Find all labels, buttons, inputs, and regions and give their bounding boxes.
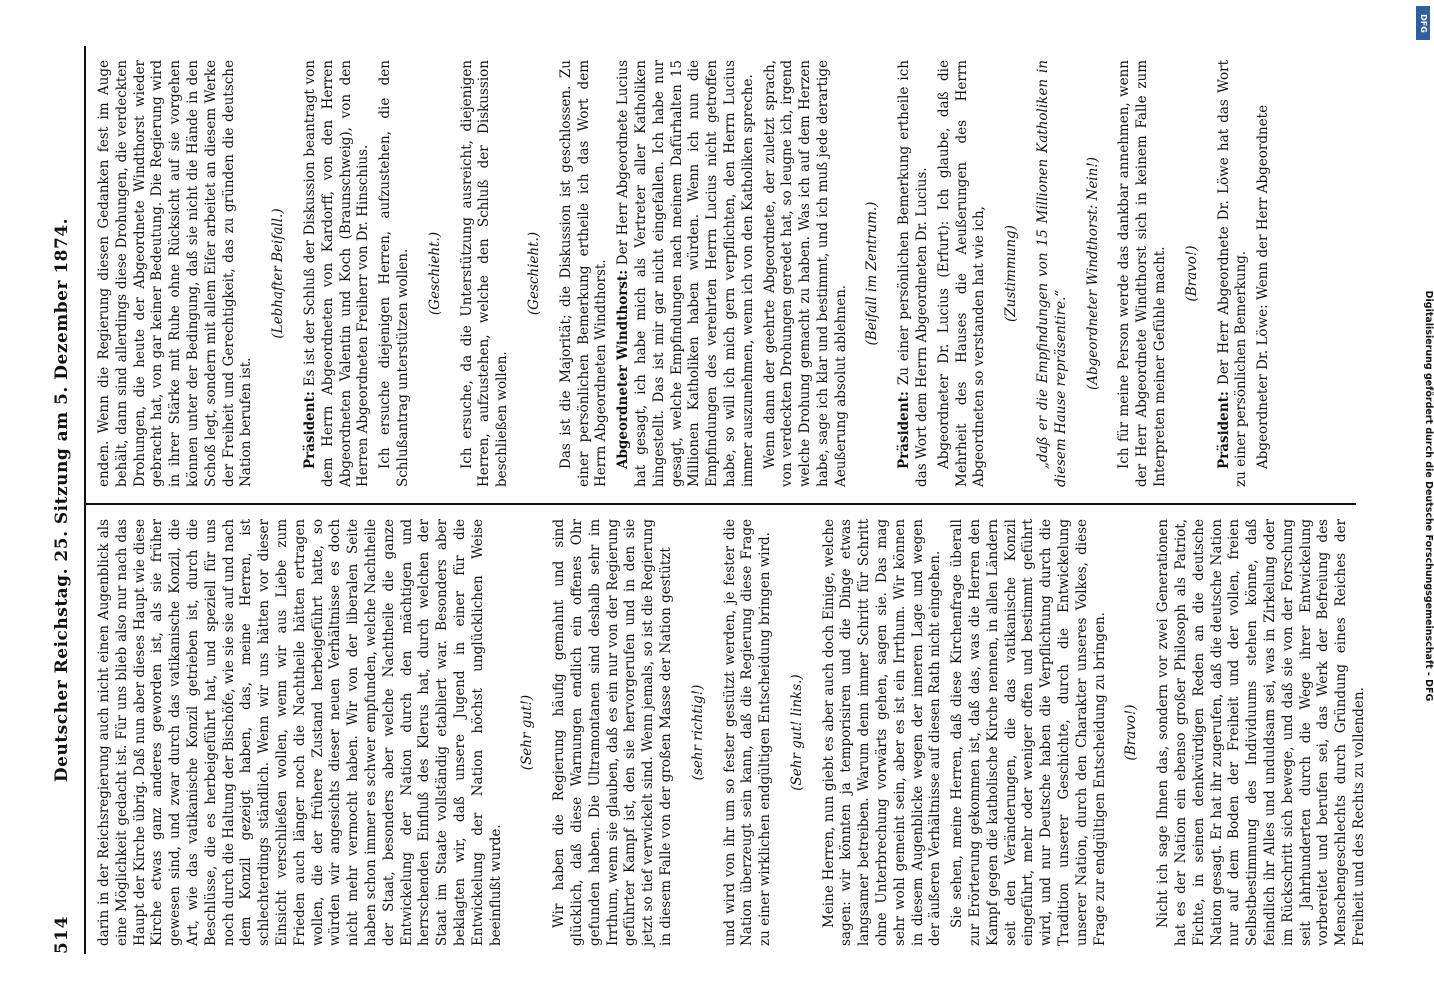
paragraph-text: Wir haben die Regierung häufig gemahnt und sind glücklich, daß diese Warnungen endlich ein offenes Ohr gefunden haben. Die Ultramontanen sind deshalb sehr im Irrthum, wenn sie glauben, daß es ein nur von der Regierung geführter Kampf ist, den sie hervorgerufen und in den sie jetzt so tief verwickelt sind. Wenn jemals, so ist die Regierung in diesem Falle von der großen Masse der Nation gestützt [551,519,674,946]
dfg-logo-label: DFG [1418,13,1428,33]
column-left [86,505,1367,954]
stage-direction [1184,60,1202,487]
stage-direction [864,60,882,487]
paragraph-text: und wird von ihr um so fester gestützt werden, je fester die Nation überzeugt sein kann, daß die Regierung diese Frage zu einer wirklichen endgültigen Entscheidung bringen wird. [721,519,774,946]
text-columns [86,46,1367,954]
paragraph [1116,60,1169,487]
paragraph-text: darin in der Reichsregierung auch nicht einen Augenblick als eine Möglichkeit gedacht ist. Für uns blieb also nur nach das Haupt der Kirche übrig. Daß nun aber dieses Haupt wie diese Kirche etwas ganz anderes geworden ist, als sie früher gewesen sind, und zwar durch das vatikanische Konzil, die Art, wie das vatikanische Konzil getrieben ist, durch die Beschlüsse, die es herbeigeführt hat, und speziell für uns noch durch die Haltung der Bischöfe, wie sie sie auf und nach dem Konzil gezeigt haben, das, meine Herren, ist schlechterdings ständlich. Wenn wir uns hätten vor dieser Einsicht verschließen wollen, wenn wir aus Liebe zum Frieden auch länger noch die Nachtheile hätten ertragen wollen, die der frühere Zustand herbeigeführt hatte, so würden wir angesichts dieser neuen Verhältnisse es doch nicht mehr vermocht haben. Wir von der liberalen Seite haben schon immer es schwer empfunden, welche Nachtheile der Staat, besonders aber welche Nachtheile die ganze Entwickelung der Nation durch den mächtigen und herrschenden Einfluß des Klerus hat, durch welchen der Staat im Staate vollständig etabliert war. Besonders aber beklagten wir, daß unsere Jugend in einer für die Entwickelung der Nation höchst unglücklichen Weise beeinflußt wurde. [96,519,504,946]
paragraph [96,519,505,946]
stage-direction [526,60,544,487]
paragraph [949,519,1109,946]
page-header [52,46,78,954]
paragraph [551,519,676,946]
paragraph-text: Ich ersuche, da die Unterstützung ausreicht, diejenigen Herren, aufzustehen, welche den Schluß der Diskussion beschließen wollen. [458,60,511,487]
paragraph [302,60,373,487]
page-title: Deutscher Reichstag. 25. Sitzung am 5. Dezember 1874. [52,217,72,783]
paragraph-text: Der Herr Abgeordnete Dr. Löwe hat das Wort zu einer persönlichen Bemerkung. [1215,60,1250,487]
paragraph-text: Nicht ich sage Ihnen das, sondern vor zwei Generationen hat es der Nation ein ebenso großer Philosoph als Patriot, Fichte, in seinen denkwürdigen Reden an die deutsche Nation gesagt. Er hat ihr zugerufen, daß die deutsche Nation nur auf dem Boden der Freiheit und der vollen, freien Selbstbestimmung des Individuums stehen könne, daß feindlich ihr Alles und unduldsam sei, was in Zirkelung oder im Rückschritt sich bewege, und daß sie von der Forschung seit Jahrhunderten durch die Wege ihrer Entwickelung vorbereitet und berufen sei, das Werk der Befreiung des Menschengeschlechts durch Gründung eines Reiches der Freiheit und des Rechts zu vollenden. [1155,519,1367,946]
speaker-name: Präsident: [896,391,913,469]
paragraph-text: (Sehr gut! links.) [788,674,805,791]
paragraph [896,60,932,487]
speaker-name: Abgeordneter Windthorst: [615,269,632,469]
stage-direction [1123,519,1141,946]
column-right [86,46,1356,505]
speaker-name: Präsident: [1215,391,1232,469]
paragraph-text: Der Herr Abgeordnete Lucius hat gesagt, ich habe mich als Vertreter aller Katholiken hingestellt. Das ist mir gar nicht eingefallen. Ich habe nur gesagt, welche Empfindungen nach meinem Dafürhalten 15 Millionen Katholiken haben würden. Wenn ich nun die Empfindungen des verehrten Herrn Lucius nicht getroffen habe, so will ich mich gern verpflichten, den Herrn Lucius immer auszunehmen, wenn ich von den Katholiken spreche. [615,60,756,487]
speaker-name: Präsident: [301,391,318,469]
paragraph [459,60,512,487]
paragraph-text: Wenn dann der geehrte Abgeordnete, der zuletzt sprach, von verdeckten Drohungen geredet hat, so leugne ich, irgend welche Drohung gemacht zu haben. Was ich auf dem Herzen habe, sage ich klar und bestimmt, und ich muß jede derartige Aeußerung absolut ablehnen. [761,60,849,487]
paragraph-text: Abgeordneter Dr. Löwe: Wenn der Herr Abgeordnete [1255,104,1272,469]
paragraph [558,60,611,487]
paragraph [821,519,946,946]
paragraph [1155,519,1369,946]
paragraph [377,60,413,487]
paragraph [615,60,757,487]
page-number: 514 [52,915,72,954]
paragraph-text: Das ist die Majorität; die Diskussion ist geschlossen. Zu einer persönlichen Bemerkung ertheile ich das Wort dem Herrn Abgeordneten Windthorst. [557,60,610,487]
stage-direction [789,519,807,946]
paragraph-text: (Lebhafter Beifall.) [270,208,287,339]
paragraph-text: (Bravo!) [1123,704,1140,761]
paragraph-text: „daß er die Empfindungen von 15 Millionen Katholiken in diesem Hause repräsentire.“ [1035,60,1069,487]
paragraph-text: (Geschieht.) [525,231,542,316]
paragraph-text: Es ist der Schluß der Diskussion beantragt von dem Herrn Abgeordneten von Kardorff, von den Herren Abgeordneten Valentin und Koch (Braunschweig), von den Herren Abgeordneten Freiherr von Dr. Hinschius. [301,60,372,487]
paragraph-text: Meine Herren, nun giebt es aber auch doch Einige, welche sagen: wir könnten ja temporisiren und die Dinge etwas langsamer betreiben. Warum denn immer Schritt für Schritt ohne Unterbrechung vorwärts gehen, sagen sie. Das mag sehr wohl gemeint sein, aber es ist ein Irrthum. Wir können in diesem Augenblicke wegen der inneren Lage und wegen der äußeren Verhältnisse auf diesen Rath nicht eingehen. [820,519,944,946]
paragraph-text: (sehr richtig!) [689,684,706,781]
stage-direction [1085,60,1103,487]
paragraph-text: (Sehr gut!) [519,694,536,771]
paragraph-text: (Bravo!) [1183,245,1200,302]
paragraph [762,60,851,487]
paragraph [936,60,989,487]
stage-direction [690,519,708,946]
paragraph-text: (Beifall im Zentrum.) [864,201,881,346]
paragraph-text: (Zustimmung) [1003,225,1020,322]
stage-direction [270,60,288,487]
dfg-logo [1416,6,1430,40]
stage-direction [427,60,445,487]
footer-credit [1422,6,1434,986]
paragraph-text: Ich ersuche diejenigen Herren, aufzustehen, die den Schlußantrag unterstützen wollen. [377,60,411,487]
footer-credit-text: Digitalisierung gefördert durch die Deutsche Forschungsgemeinschaft - DFG [1423,290,1434,702]
paragraph-text: enden. Wenn die Regierung diesen Gedanken fest im Auge behält, dann sind allerdings diese Drohungen, die verdeckten Drohungen, die heute der Abgeordnete Windthorst wieder gebracht hat, von gar keiner Bedeutung. Die Regierung wird in ihrer Stärke mit Ruhe ohne Rücksicht auf sie vorgehen können unter der Bedingung, daß sie nicht die Hände in den Schoß legt, sondern mit allem Eifer arbeitet an diesem Werke der Freiheit und Gerechtigkeit, das zu gründen die deutsche Nation berufen ist. [96,60,255,487]
paragraph-text: Abgeordneter Dr. Lucius (Erfurt): Ich glaube, daß die Mehrheit des Hauses die Aeußerungen des Herrn Abgeordneten so verstanden hat wie ich, [935,60,988,487]
paragraph-text: Zu einer persönlichen Bemerkung ertheile ich das Wort dem Herrn Abgeordneten Dr. Lucius. [896,60,931,487]
paragraph [1035,60,1071,487]
paragraph-text: Sie sehen, meine Herren, daß diese Kirchenfrage überall zur Erörterung gekommen ist, daß das, was die Herren den Kampf gegen die katholische Kirche nennen, in allen Ländern seit den Veränderungen, die das vatikanische Konzil eingeführt, mehr oder weniger offen und bestimmt geführt wird, und nur Deutsche haben die Verpflichtung durch die Tradition unserer Geschichte, durch die Entwickelung unserer Nation, durch den Charakter unseres Volkes, diese Frage zur endgültigen Entscheidung zu bringen. [949,519,1108,946]
paragraph [96,60,256,487]
stage-direction [519,519,537,946]
paragraph [722,519,775,946]
paragraph [1216,60,1252,487]
paragraph [1255,60,1273,487]
paragraph-text: (Geschieht.) [426,231,443,316]
paragraph-text: Ich für meine Person werde das dankbar annehmen, wenn der Herr Abgeordnete Windthorst sich in keinem Falle zum Interpreten meiner Gefühle macht. [1116,60,1169,487]
stage-direction [1003,60,1021,487]
paragraph-text: (Abgeordneter Windthorst: Nein!) [1084,156,1101,391]
